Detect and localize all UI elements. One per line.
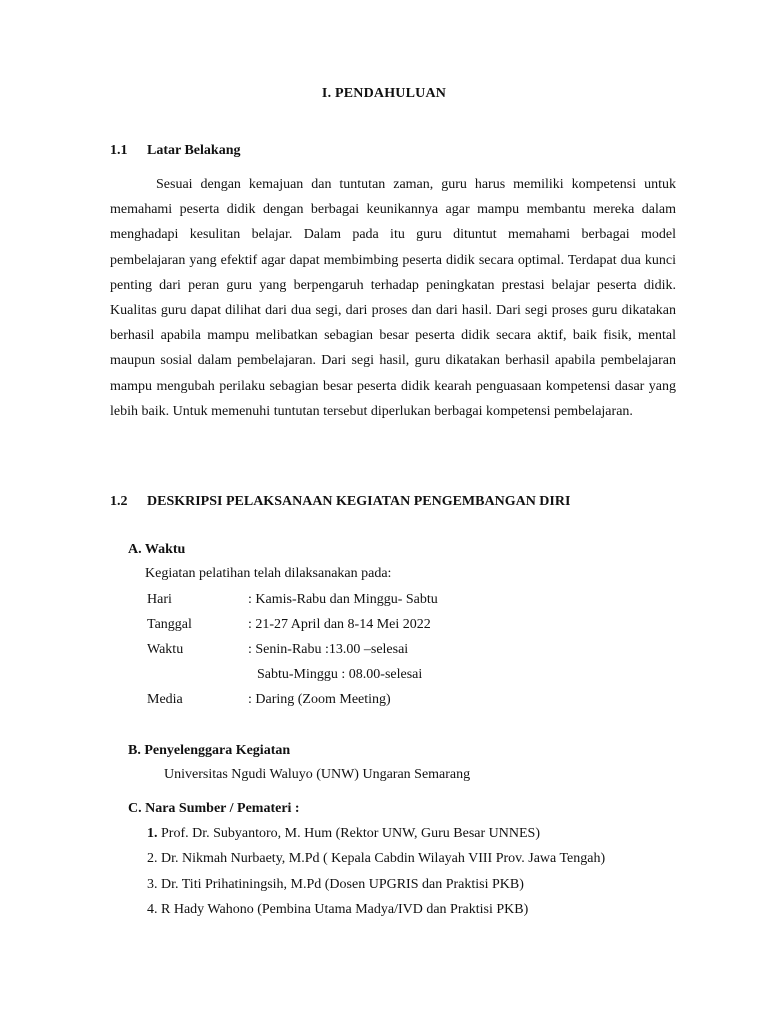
row-label-hari: Hari [147,592,172,607]
row-value-hari: : Kamis-Rabu dan Minggu- Sabtu [248,592,438,607]
list-item [147,826,540,842]
row-value-waktu-weekend: Sabtu-Minggu : 08.00-selesai [257,667,423,682]
row-label-media: Media [147,692,183,707]
row-label-tanggal: Tanggal [147,617,192,632]
section-title: Latar Belakang [147,143,241,158]
row-label-waktu: Waktu [147,642,184,657]
section-heading-deskripsi [110,494,570,510]
chapter-title: I. PENDAHULUAN [321,86,447,101]
list-text: Prof. Dr. Subyantoro, M. Hum (Rektor UNW, Guru Besar UNNES) [157,826,541,841]
row-value-media: : Daring (Zoom Meeting) [248,692,391,707]
list-text: Dr. Titi Prihatiningsih, M.Pd (Dosen UPGRIS dan Praktisi PKB) [157,877,524,892]
section-heading-latar-belakang [110,143,240,159]
waktu-heading: A. Waktu [128,542,186,557]
narasumber-heading: C. Nara Sumber / Pemateri : [128,801,300,816]
list-text: R Hady Wahono (Pembina Utama Madya/IVD dan Praktisi PKB) [157,902,529,917]
list-item [147,902,528,918]
list-number: 3. [147,877,158,892]
list-text: Dr. Nikmah Nurbaety, M.Pd ( Kepala Cabdin Wilayah VIII Prov. Jawa Tengah) [157,851,606,866]
section-title: DESKRIPSI PELAKSANAAN KEGIATAN PENGEMBANGAN DIRI [147,494,571,509]
row-value-tanggal: : 21-27 April dan 8-14 Mei 2022 [248,617,431,632]
list-number: 4. [147,902,158,917]
list-number: 2. [147,851,158,866]
list-item [147,851,605,867]
list-item [147,877,524,893]
list-number: 1. [147,826,158,841]
section-number: 1.2 [110,494,128,509]
row-value-waktu: : Senin-Rabu :13.00 –selesai [248,642,409,657]
section-number: 1.1 [110,143,128,158]
penyelenggara-heading: B. Penyelenggara Kegiatan [128,743,291,758]
penyelenggara-text: Universitas Ngudi Waluyo (UNW) Ungaran Semarang [164,767,471,782]
waktu-intro: Kegiatan pelatihan telah dilaksanakan pada: [145,566,392,581]
background-paragraph: Sesuai dengan kemajuan dan tuntutan zaman, guru harus memiliki kompetensi untuk memahami peserta didik dengan berbagai keunikannya agar mampu membantu mereka dalam menghadapi kesulitan belajar. Dalam pada itu guru dituntut memahami berbagai model pembelajaran yang efektif agar dapat membimbing peserta didik secara optimal. Terdapat dua kunci penting dari peran guru yang berpengaruh terhadap peningkatan prestasi belajar peserta didik. Kualitas guru dapat dilihat dari dua segi, dari proses dan dari hasil. Dari segi proses guru dikatakan berhasil apabila mampu melibatkan sebagian besar peserta didik secara aktif, baik fisik, mental maupun sosial dalam pembelajaran. Dari segi hasil, guru dikatakan berhasil apabila pembelajaran mampu mengubah perilaku sebagian besar peserta didik kearah penguasaan kompetensi dasar yang lebih baik. Untuk memenuhi tuntutan tersebut diperlukan berbagai kompetensi pembelajaran. [110,177,676,419]
